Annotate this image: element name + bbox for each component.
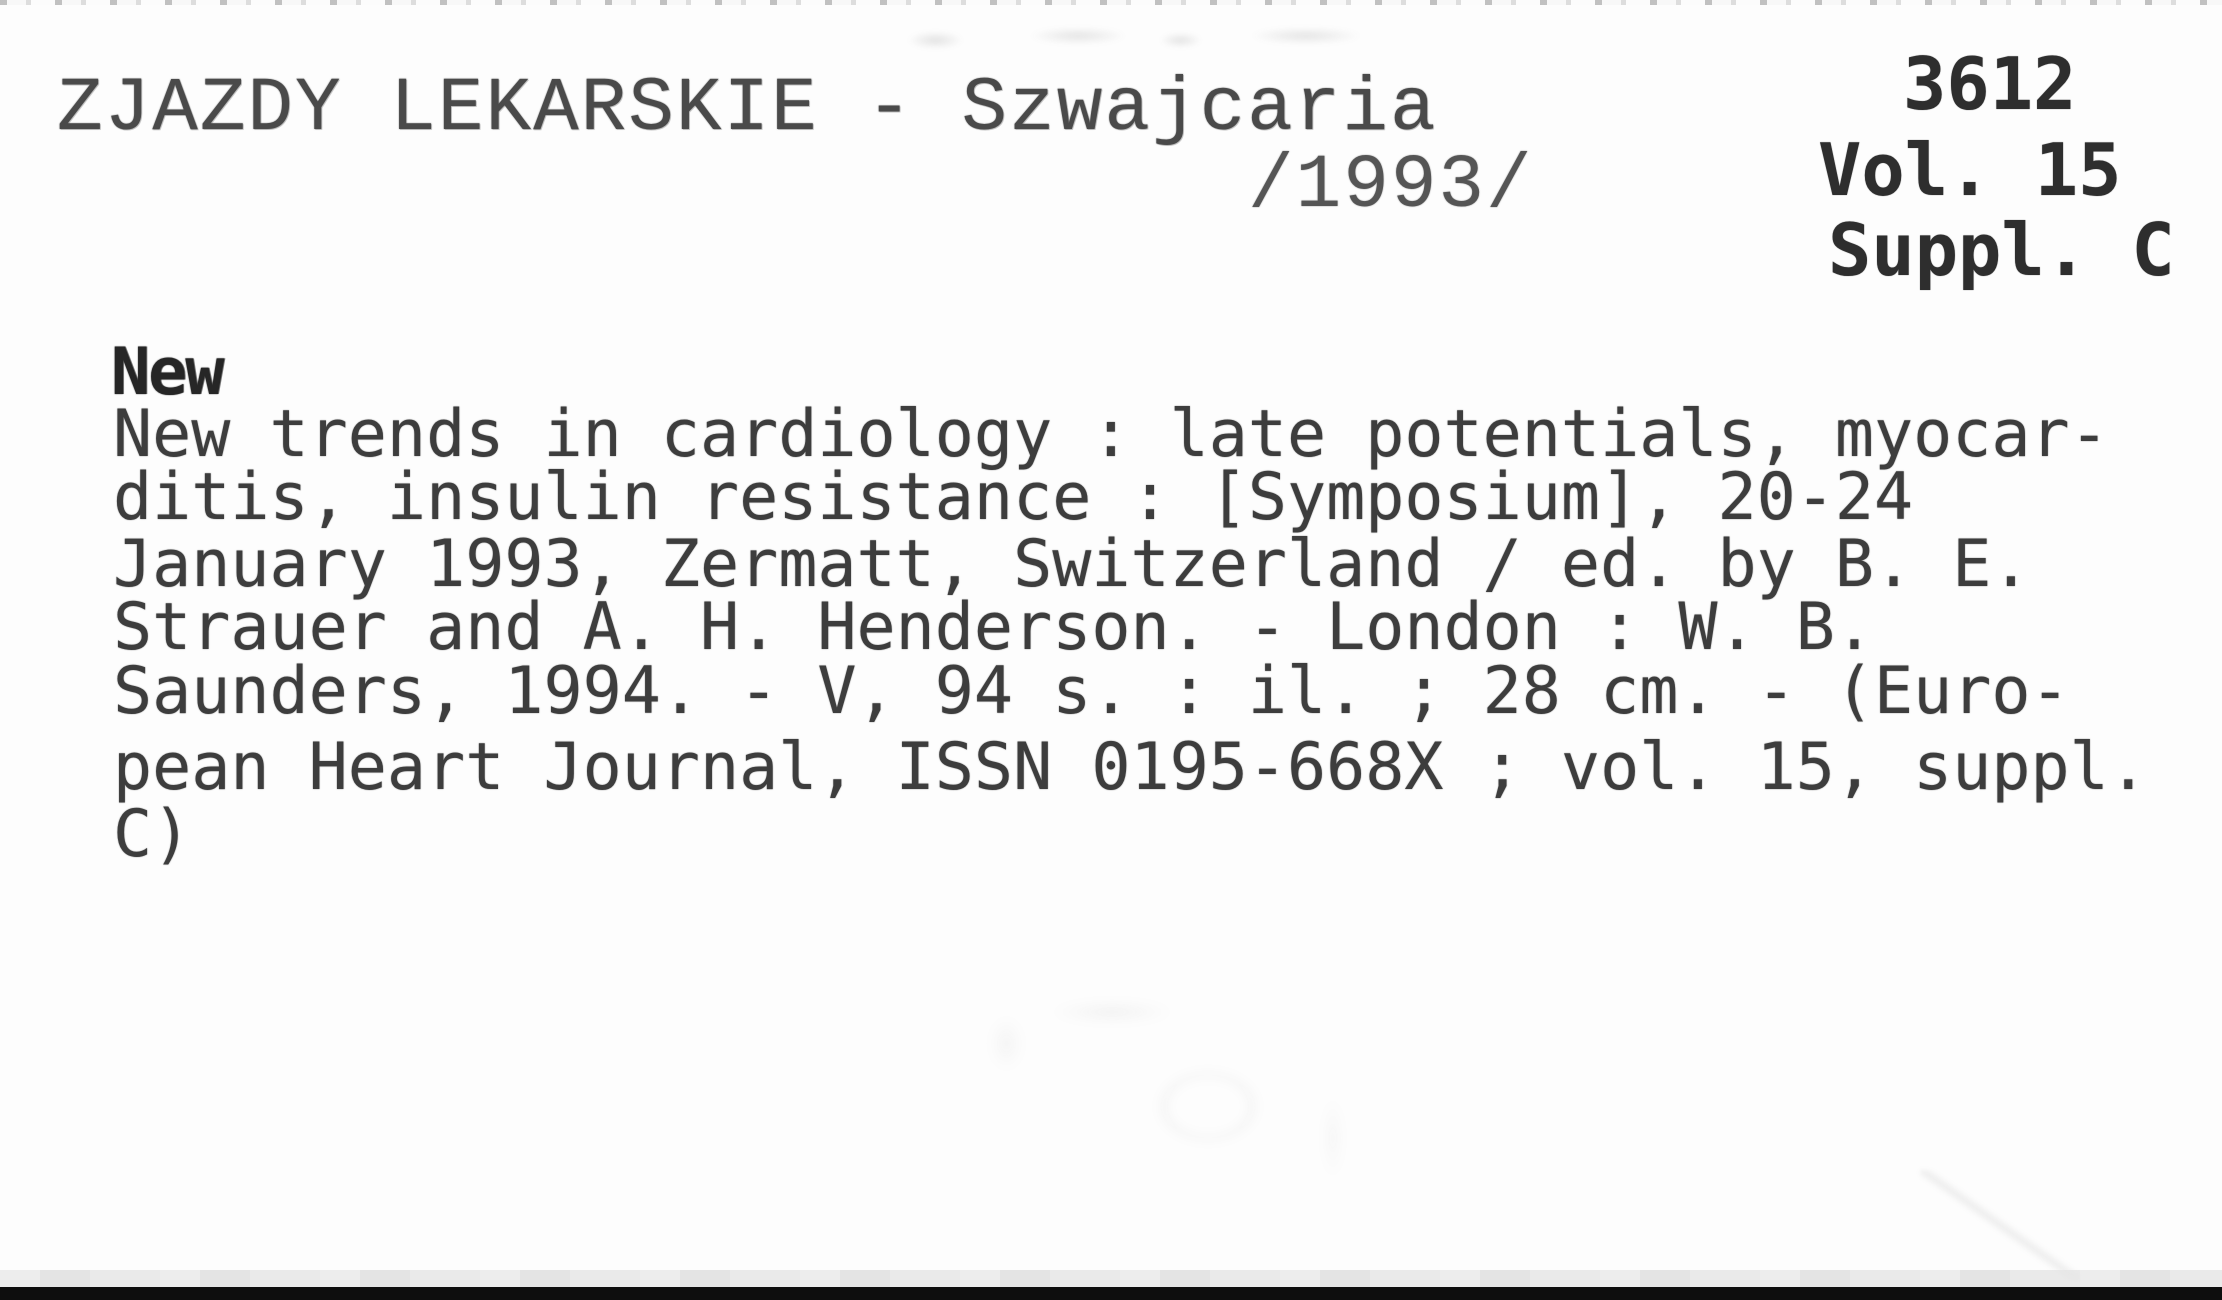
subject-year: /1993/: [1248, 143, 1534, 229]
entry-line-7: C): [113, 797, 192, 872]
scan-streak-bottom-right: [1920, 1170, 2080, 1280]
entry-line-1: New trends in cardiology : late potentials, myocar-: [113, 397, 2109, 472]
scan-edge-top: [0, 0, 2222, 5]
subject-heading: ZJAZDY LEKARSKIE - Szwajcaria: [57, 66, 1438, 152]
entry-line-4: Strauer and A. H. Henderson. - London : W. B.: [113, 590, 1874, 665]
entry-line-2: ditis, insulin resistance : [Symposium], 20-24: [113, 460, 1914, 535]
entry-line-5: Saunders, 1994. - V, 94 s. : il. ; 28 cm. - (Euro-: [113, 654, 2070, 729]
supplement-label: Suppl. C: [1828, 208, 2175, 292]
scan-smudge-top: [850, 16, 1420, 60]
scan-smudge-middle: [920, 970, 1400, 1180]
scan-edge-bottom-gray: [0, 1270, 2222, 1287]
scan-edge-bottom-black: [0, 1287, 2222, 1300]
entry-line-3: January 1993, Zermatt, Switzerland / ed. by B. E.: [113, 527, 2031, 602]
volume-label: Vol. 15: [1818, 128, 2122, 212]
card-number: 3612: [1903, 42, 2077, 126]
entry-heading: New: [111, 335, 223, 410]
entry-line-6: pean Heart Journal, ISSN 0195-668X ; vol. 15, suppl.: [113, 730, 2148, 805]
